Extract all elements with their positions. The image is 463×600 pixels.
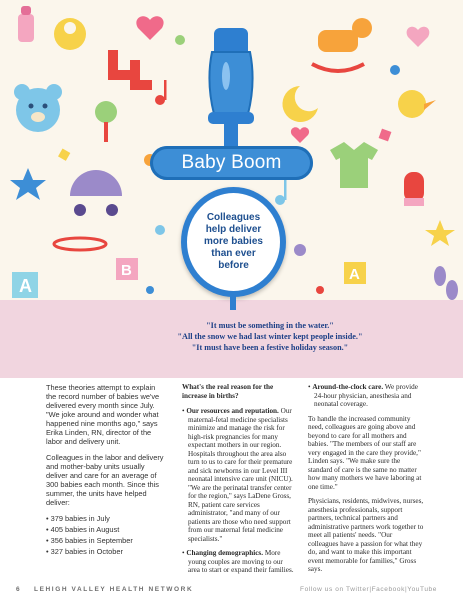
column-1 [46,383,166,558]
body-paragraph: To handle the increased community need, colleagues are going above and beyond to care for all mothers and babies. "The members of our staff are very engaged in the care they provide," Linden says. "We make sure the standard of care is the same no matter how many mothers we have laboring at one time." [308,414,422,491]
callout-text: Colleagues help deliver more babies than ever before [204,212,263,271]
section-question: What's the real reason for the increase in births? [182,383,274,400]
page-number: 6 [16,586,20,593]
duck-icon [398,90,436,118]
list-item [182,549,294,575]
item-text: We provide 24-hour physician, anesthesia and neonatal coverage. [314,383,418,408]
pull-quote: "It must have been a festive holiday season." [191,343,349,352]
stroller-icon [70,170,122,216]
units-paragraph: Colleagues in the labor and delivery and mother-baby units usually deliver and care for an average of 300 babies each month. Since this summer, the units have helped deliver: [46,453,164,507]
list-item [182,407,294,543]
publication-name: LEHIGH VALLEY HEALTH NETWORK [34,586,194,593]
teddy-bear-icon [14,84,62,132]
births-list [46,514,166,556]
svg-text:B: B [121,262,132,279]
item-lead: Changing demographics. [186,549,264,557]
pacifier-icon [198,26,264,146]
item-text: Our maternal-fetal medicine specialists minimize and manage the risk for high-risk pregnancies for many expectant mothers in our region. Hospitals throughout the area also turn to us to care for their premature and sick newborns in our Level III neonatal intensive care unit (NICU). "We are the perinatal transfer center for the region," says LaDene Gross, RN, patient care services administrator, "and many of our patients are those who need support from our maternal fetal medicine specialists." [188,407,293,543]
footprint-icon [434,266,458,300]
column-3 [308,383,424,580]
rattle-icon [95,101,117,142]
intro-paragraph: These theories attempt to explain the record number of babies we've delivered every month since July. "We joke around and wonder what happened nine months ago," says Erika Linden, RN, director of the labor and delivery unit. [46,383,160,446]
mitten-icon [404,172,424,206]
reasons-list [182,407,294,575]
social-links: Follow us on Twitter|Facebook|YouTube [300,586,437,593]
sock-icon [108,50,152,90]
body-paragraph: Physicians, residents, midwives, nurses, anesthesia professionals, support partners, technical partners and administrative partners work together to meet all patients' needs. "Our colleagues have a passion for what they do, and want to make this important event memorable for families," Gross says. [308,497,424,573]
list-item: • 405 babies in August [46,525,166,534]
reasons-list-continued [308,383,424,409]
item-lead: Around-the-clock care. [312,383,384,391]
item-text: More young couples are moving to our area to start or expand their families. [188,549,294,574]
list-item: • 379 babies in July [46,514,166,523]
item-lead: Our resources and reputation. [186,407,279,415]
list-item: • 327 babies in October [46,547,166,556]
safety-pin-icon [54,238,106,250]
svg-text:A: A [19,276,32,296]
svg-text:A: A [349,266,360,283]
pull-quotes [120,320,420,353]
pull-quote: "All the snow we had last winter kept people inside." [177,332,363,341]
column-2 [182,383,294,581]
callout-stem [230,296,236,310]
title-banner [150,146,313,180]
list-item: • 356 babies in September [46,536,166,545]
rocking-horse-icon [312,18,372,71]
baby-bottle-icon [18,6,34,42]
list-item [308,383,424,409]
moon-icon [282,86,318,122]
callout-circle [187,193,280,291]
bib-icon [54,18,86,50]
page-title: Baby Boom [181,152,282,173]
page-footer [0,583,463,600]
pull-quote: "It must be something in the water." [206,321,334,330]
onesie-icon [330,142,378,188]
